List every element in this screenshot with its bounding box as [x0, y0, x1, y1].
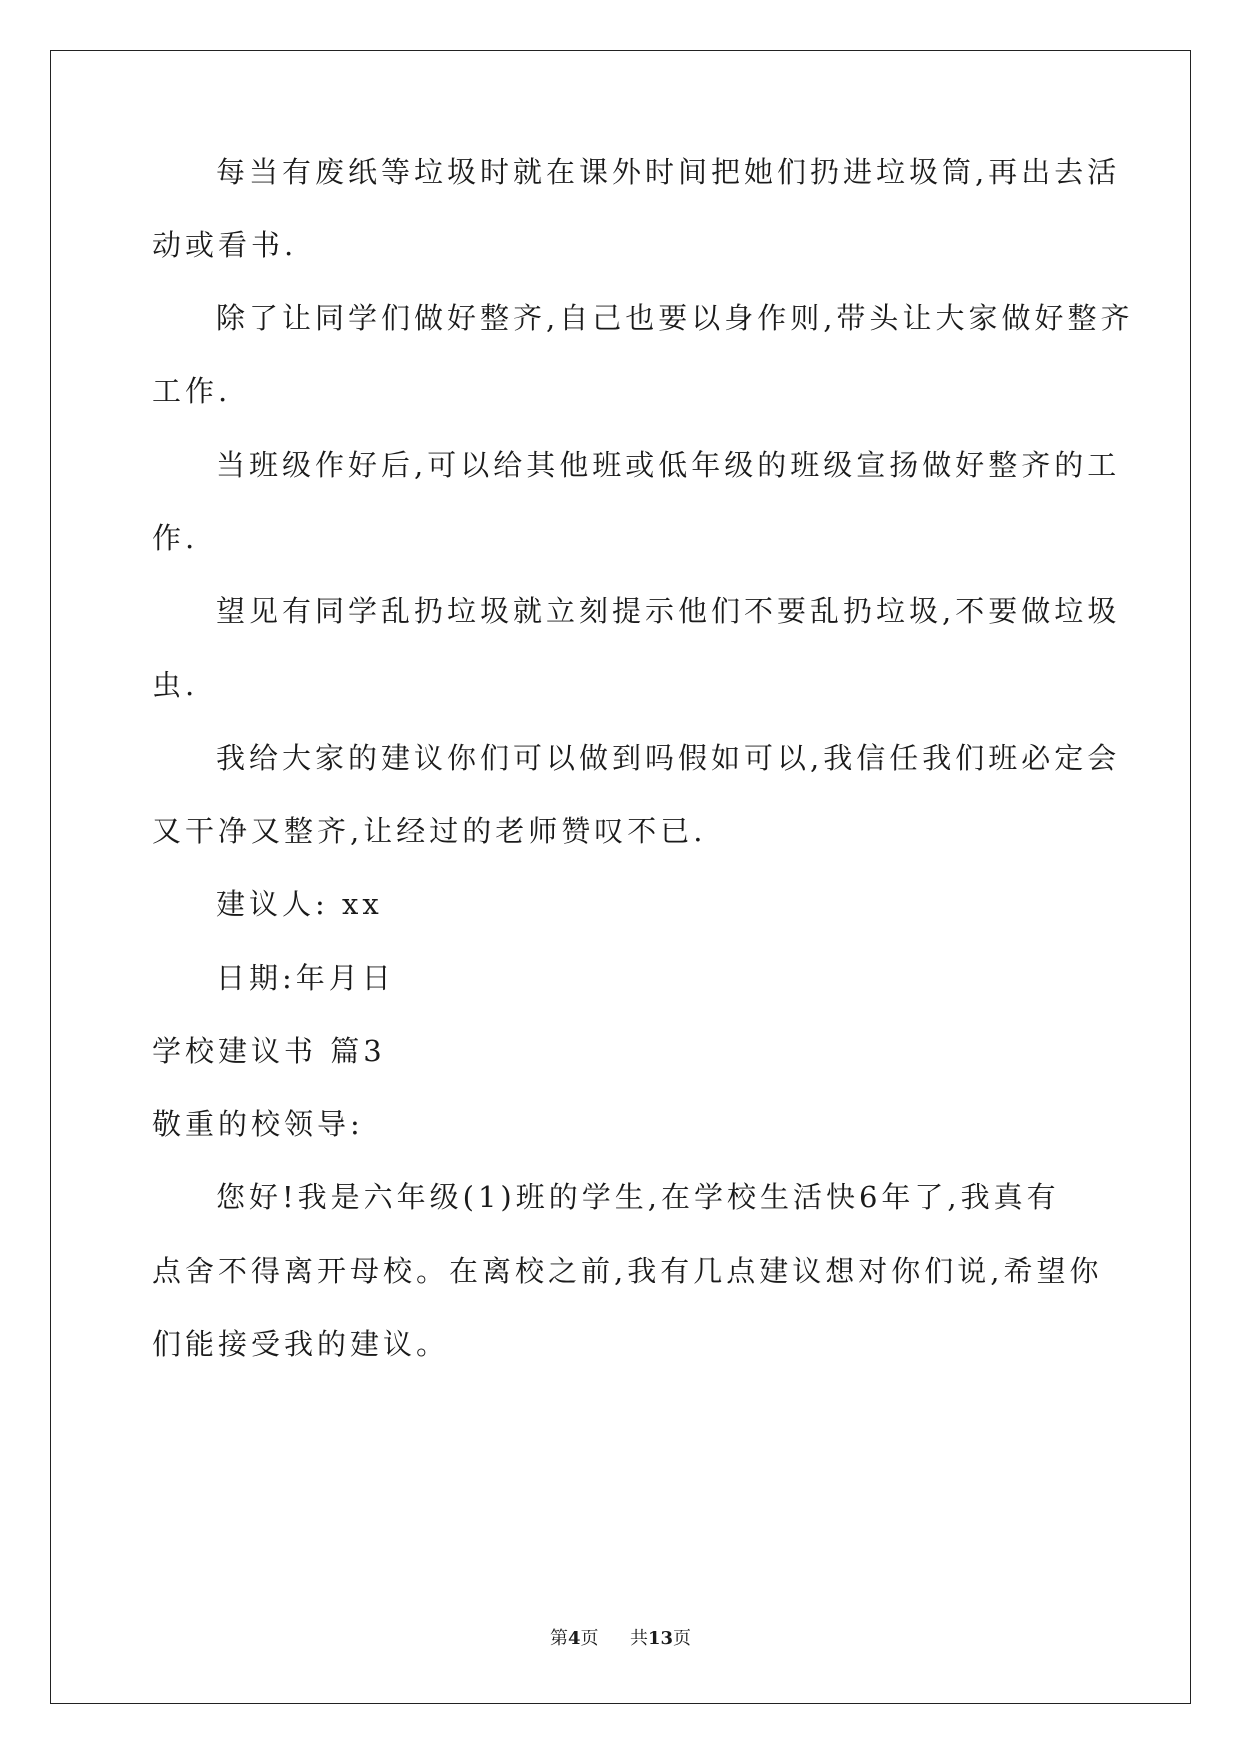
footer-gong: 共: [629, 1628, 648, 1649]
footer-total-pages: 13: [647, 1628, 674, 1649]
footer-page-number: 4: [567, 1628, 581, 1649]
paragraph-5-line-1: 我给大家的建议你们可以做到吗假如可以,我信任我们班必定会: [216, 741, 1121, 775]
salutation: 敬重的校领导:: [152, 1107, 364, 1141]
footer-ye: 页: [580, 1628, 599, 1649]
paragraph-2-line-1: 除了让同学们做好整齐,自己也要以身作则,带头让大家做好整齐: [216, 301, 1134, 335]
paragraph-5-line-2: 又干净又整齐,让经过的老师赞叹不已.: [152, 814, 707, 848]
paragraph-1-line-2: 动或看书.: [152, 228, 298, 262]
paragraph-2-line-2: 工作.: [152, 374, 232, 408]
paragraph-6-line-3: 们能接受我的建议。: [152, 1327, 450, 1361]
paragraph-4-line-2: 虫.: [152, 668, 199, 702]
proposer-line: 建议人: xx: [216, 887, 383, 921]
paragraph-6-line-2: 点舍不得离开母校。在离校之前,我有几点建议想对你们说,希望你: [152, 1254, 1103, 1288]
paragraph-6-line-1: 您好!我是六年级(1)班的学生,在学校生活快6年了,我真有: [216, 1180, 1060, 1214]
footer-ye2: 页: [673, 1628, 692, 1649]
footer-di: 第: [549, 1628, 568, 1649]
paragraph-4-line-1: 望见有同学乱扔垃圾就立刻提示他们不要乱扔垃圾,不要做垃圾: [216, 594, 1121, 628]
date-line: 日期:年月日: [216, 961, 395, 995]
page-footer: [0, 1624, 1241, 1650]
section-title: 学校建议书 篇3: [152, 1034, 386, 1068]
paragraph-1-line-1: 每当有废纸等垃圾时就在课外时间把她们扔进垃圾筒,再出去活: [216, 155, 1121, 189]
paragraph-3-line-1: 当班级作好后,可以给其他班或低年级的班级宣扬做好整齐的工: [216, 448, 1121, 482]
paragraph-3-line-2: 作.: [152, 521, 199, 555]
